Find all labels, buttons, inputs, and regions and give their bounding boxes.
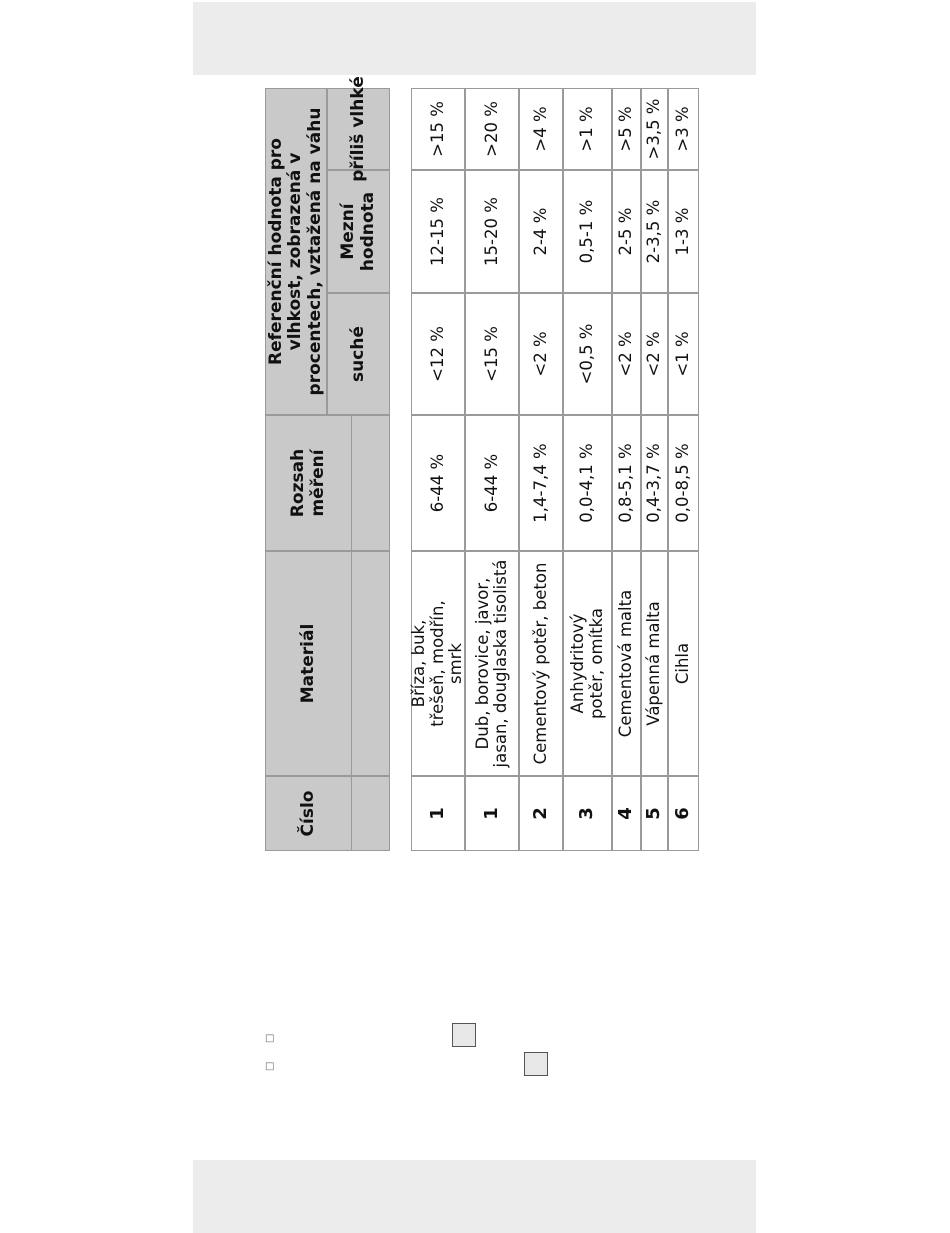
row-limit-text: 2-3,5 % <box>644 199 664 264</box>
header-reference-label: Referenční hodnota pro vlhkost, zobrazená v procentech, vztažená na váhu <box>266 107 325 396</box>
row-6-material <box>641 551 668 776</box>
row-dry-text: <2 % <box>616 331 636 377</box>
row-num-text: 3 <box>576 807 598 820</box>
row-range-text: 0,0-4,1 % <box>577 443 597 523</box>
row-5-num <box>612 776 641 851</box>
row-range-text: 0,0-8,5 % <box>673 443 693 523</box>
row-5-dry <box>612 293 641 415</box>
row-4-limit <box>563 170 612 293</box>
row-6-wet <box>641 88 668 170</box>
row-7-material <box>668 551 699 776</box>
row-2-num <box>465 776 519 851</box>
row-2-wet <box>465 88 519 170</box>
header-cislo-label: Číslo <box>297 790 318 837</box>
row-limit-text: 0,5-1 % <box>577 199 597 264</box>
row-4-num <box>563 776 612 851</box>
row-5-wet <box>612 88 641 170</box>
row-material-text: Cementová malta <box>616 589 636 738</box>
row-3-wet <box>519 88 563 170</box>
row-limit-text: 1-3 % <box>673 207 693 256</box>
row-range-text: 6-44 % <box>427 453 447 513</box>
header-wet <box>327 76 390 182</box>
row-7-range <box>668 415 699 551</box>
row-num-text: 1 <box>426 807 448 820</box>
row-dry-text: <0,5 % <box>577 323 597 385</box>
row-dry-text: <2 % <box>644 331 664 377</box>
row-material-text: Bříza, buk, třešeň, modřín, smrk <box>409 600 466 727</box>
row-1-wet <box>411 88 465 170</box>
header-material <box>265 551 352 776</box>
row-wet-text: >3 % <box>673 106 693 152</box>
row-6-num <box>641 776 668 851</box>
row-wet-text: >4 % <box>530 106 550 152</box>
row-1-num <box>411 776 465 851</box>
row-7-wet <box>668 88 699 170</box>
header-cislo <box>265 776 352 851</box>
header-material-ext <box>352 551 390 776</box>
row-1-range <box>411 415 465 551</box>
row-limit-text: 15-20 % <box>481 197 501 266</box>
row-6-limit <box>641 170 668 293</box>
header-limit <box>327 170 390 293</box>
row-limit-text: 2-4 % <box>530 207 550 256</box>
row-4-wet <box>563 88 612 170</box>
header-range-label: Rozsah měření <box>288 448 328 518</box>
row-num-text: 2 <box>529 807 551 820</box>
header-range <box>265 415 352 551</box>
row-3-limit <box>519 170 563 293</box>
row-dry-text: <15 % <box>481 326 501 382</box>
row-wet-text: >15 % <box>427 101 447 157</box>
row-6-dry <box>641 293 668 415</box>
top-gray-band <box>193 2 756 75</box>
row-5-limit <box>612 170 641 293</box>
row-range-text: 1,4-7,4 % <box>530 443 550 523</box>
small-square-marker-2: □ <box>265 1061 275 1072</box>
checkbox-1[interactable] <box>452 1023 476 1047</box>
row-dry-text: <2 % <box>530 331 550 377</box>
row-3-material <box>519 551 563 776</box>
row-num-text: 6 <box>672 807 694 820</box>
small-square-marker-1: □ <box>265 1033 275 1044</box>
header-range-ext <box>352 415 390 551</box>
row-material-text: Cementový potěr, beton <box>530 562 550 765</box>
row-4-material <box>563 551 612 776</box>
header-material-label: Materiál <box>297 623 318 704</box>
row-dry-text: <12 % <box>427 326 447 382</box>
header-limit-label: Mezní hodnota <box>338 191 378 272</box>
row-limit-text: 12-15 % <box>427 197 447 266</box>
row-1-material <box>411 551 465 776</box>
row-num-text: 1 <box>480 807 502 820</box>
row-material-text: Vápenná malta <box>644 601 664 726</box>
row-wet-text: >1 % <box>577 106 597 152</box>
header-dry <box>327 293 390 415</box>
row-4-range <box>563 415 612 551</box>
row-3-range <box>519 415 563 551</box>
row-wet-text: >5 % <box>616 106 636 152</box>
row-num-text: 5 <box>643 807 665 820</box>
bottom-gray-band <box>193 1160 756 1233</box>
header-reference <box>265 88 327 415</box>
row-range-text: 6-44 % <box>481 453 501 513</box>
row-3-dry <box>519 293 563 415</box>
row-num-text: 4 <box>615 807 637 820</box>
checkbox-2[interactable] <box>524 1052 548 1076</box>
row-4-dry <box>563 293 612 415</box>
row-range-text: 0,4-3,7 % <box>644 443 664 523</box>
row-material-text: Dub, borovice, javor, jasan, douglaska tisolistá <box>472 559 510 768</box>
row-1-limit <box>411 170 465 293</box>
row-wet-text: >20 % <box>481 101 501 157</box>
row-2-limit <box>465 170 519 293</box>
row-7-limit <box>668 170 699 293</box>
row-5-range <box>612 415 641 551</box>
row-2-material <box>465 551 519 776</box>
row-material-text: Anhydritový potěr, omítka <box>568 607 606 720</box>
header-cislo-ext <box>352 776 390 851</box>
row-2-range <box>465 415 519 551</box>
header-wet-label: příliš vlhké <box>347 76 368 182</box>
row-6-range <box>641 415 668 551</box>
row-limit-text: 2-5 % <box>616 207 636 256</box>
moisture-reference-table <box>265 76 699 851</box>
row-dry-text: <1 % <box>673 331 693 377</box>
header-dry-label: suché <box>347 326 368 382</box>
row-material-text: Cihla <box>673 642 693 685</box>
row-range-text: 0,8-5,1 % <box>616 443 636 523</box>
row-wet-text: >3,5 % <box>644 98 664 160</box>
row-7-num <box>668 776 699 851</box>
row-5-material <box>612 551 641 776</box>
row-2-dry <box>465 293 519 415</box>
row-7-dry <box>668 293 699 415</box>
row-1-dry <box>411 293 465 415</box>
row-3-num <box>519 776 563 851</box>
